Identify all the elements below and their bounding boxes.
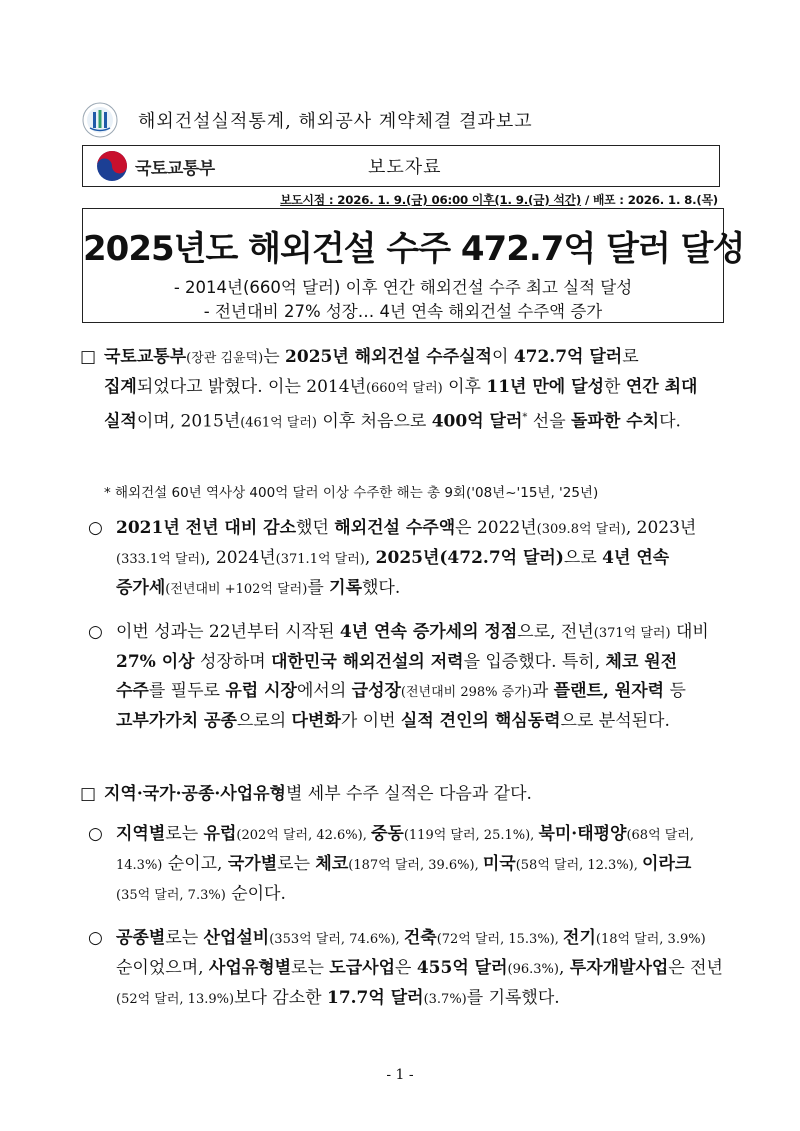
main-title: 2025년도 해외건설 수주 472.7억 달러 달성 [83,229,745,269]
page-number: - 1 - [386,1067,414,1083]
section1-bullet-2: 이번 성과는 22년부터 시작된 4년 연속 증가세의 정점으로, 전년(371억 달러) 대비 27% 이상 성장하며 대한민국 해외건설의 저력을 입증했다. 특히, 체코 원전 수주를 필두로 유럽 시장에서의 급성장(전년대비 298% 증가)과 플랜트, 원자력 등 고부가가치 공종으로의 다변화가 이번 실적 견인의 핵심동력으로 분석된다. [116,622,709,731]
taeguk-icon [95,149,129,183]
press-release-box [82,145,720,187]
document-header [82,100,533,140]
section1-bullet-1: 2021년 전년 대비 감소했던 해외건설 수주액은 2022년(309.8억 달러), 2023년(333.1억 달러), 2024년(371.1억 달러), 2025년(472.7억 달러)으로 4년 연속 증가세(전년대비 +102억 달러)를 기록했다. [116,518,697,598]
subtitle-2: - 전년대비 27% 성장… 4년 연속 해외건설 수주액 증가 [203,302,603,321]
section2-bullet-2: 공종별로는 산업설비(353억 달러, 74.6%), 건축(72억 달러, 15.3%), 전기(18억 달러, 3.9%) 순이었으며, 사업유형별로는 도급사업은 455억 달러(96.3%), 투자개발사업은 전년(52억 달러, 13.9%)보다 감소한 17.7억 달러(3.7%)를 기록했다. [116,928,723,1008]
section2-heading: 지역·국가·공종·사업유형별 세부 수주 실적은 다음과 같다. [104,784,532,804]
circle-bullet: ○ [88,824,103,844]
government-emblem-icon [82,102,118,138]
distribution-date: / 배포 : 2026. 1. 8.(목) [581,193,718,207]
ministry-name: 국토교통부 [135,158,215,179]
circle-bullet: ○ [88,622,103,642]
ministry-logo [95,149,265,183]
square-bullet: □ [80,347,97,367]
press-release-label: 보도자료 [368,157,442,178]
embargo-line [280,191,718,208]
section2-bullet-1: 지역별로는 유럽(202억 달러, 42.6%), 중동(119억 달러, 25.1%), 북미·태평양(68억 달러, 14.3%) 순이고, 국가별로는 체코(187억 달러, 39.6%), 미국(58억 달러, 12.3%), 이라크(35억 달러, 7.3%) 순이다. [116,824,695,904]
subtitle-1: - 2014년(660억 달러) 이후 연간 해외건설 수주 최고 실적 달성 [173,278,633,297]
circle-bullet: ○ [88,928,103,948]
section1-paragraph: 국토교통부(장관 김윤덕)는 2025년 해외건설 수주실적이 472.7억 달러로 집계되었다고 밝혔다. 이는 2014년(660억 달러) 이후 11년 만에 달성한 연간 최대 실적이며, 2015년(461억 달러) 이후 처음으로 400억 달러* 선을 돌파한 수치다. [104,347,698,432]
header-title: 해외건설실적통계, 해외공사 계약체결 결과보고 [138,111,533,132]
footnote: * 해외건설 60년 역사상 400억 달러 이상 수주한 해는 총 9회('08년~'15년, '25년) [104,485,599,501]
circle-bullet: ○ [88,518,103,538]
embargo-time: 보도시점 : 2026. 1. 9.(금) 06:00 이후(1. 9.(금) 석간) [280,193,582,207]
square-bullet: □ [80,784,97,804]
headline-box [82,208,745,323]
